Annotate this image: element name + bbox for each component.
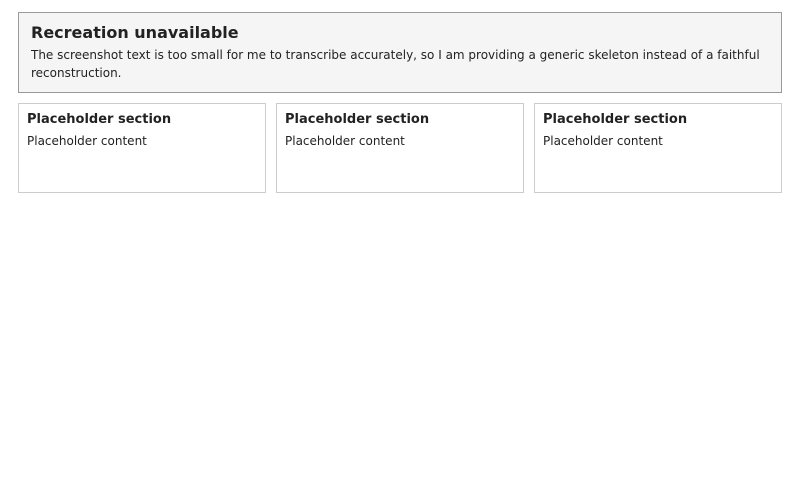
notice-text: The screenshot text is too small for me to transcribe accurately, so I am providing a generic skeleton instead of a faithful reconstruction. bbox=[31, 48, 760, 80]
placeholder-block-body: Placeholder content bbox=[543, 134, 663, 148]
placeholder-block-body: Placeholder content bbox=[285, 134, 405, 148]
notice-panel bbox=[18, 12, 782, 93]
placeholder-block bbox=[18, 103, 266, 193]
placeholder-block-title: Placeholder section bbox=[285, 112, 430, 127]
placeholder-block bbox=[534, 103, 782, 193]
placeholder-block bbox=[276, 103, 524, 193]
placeholder-block-title: Placeholder section bbox=[543, 112, 688, 127]
placeholder-block-title: Placeholder section bbox=[27, 112, 172, 127]
placeholder-block-body: Placeholder content bbox=[27, 134, 147, 148]
placeholder-grid bbox=[18, 103, 782, 193]
notice-title: Recreation unavailable bbox=[31, 23, 239, 42]
